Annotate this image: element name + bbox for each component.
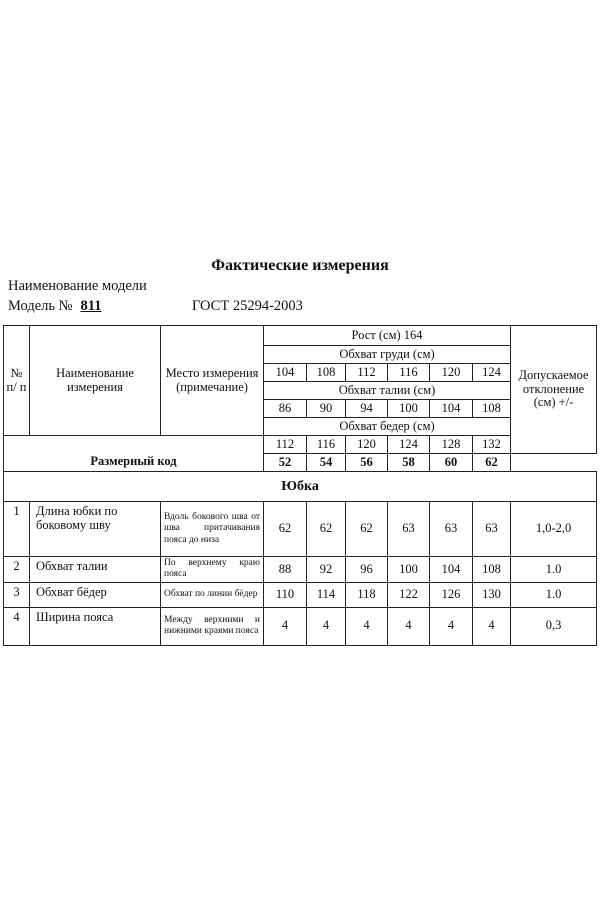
row-name: Обхват талии <box>30 557 161 583</box>
chest-value: 112 <box>346 364 388 382</box>
waist-value: 100 <box>388 400 430 418</box>
hips-value: 124 <box>388 436 430 454</box>
size-code: 52 <box>264 454 307 472</box>
header-hips: Обхват бедер (см) <box>264 418 511 436</box>
row-number: 1 <box>4 502 30 557</box>
header-height: Рост (см) 164 <box>264 326 511 346</box>
chest-value: 124 <box>473 364 511 382</box>
header-waist: Обхват талии (см) <box>264 382 511 400</box>
hips-value: 120 <box>346 436 388 454</box>
waist-value: 86 <box>264 400 307 418</box>
row-name: Обхват бёдер <box>30 582 161 607</box>
header-number: № п/ п <box>4 326 30 436</box>
row-value: 62 <box>264 502 307 557</box>
row-value: 96 <box>346 557 388 583</box>
hips-values-row <box>4 436 597 454</box>
table-row <box>4 502 597 557</box>
header-tolerance: Допускаемое отклонение (см) +/- <box>511 326 597 454</box>
size-code: 60 <box>430 454 473 472</box>
table-row <box>4 557 597 583</box>
row-value: 63 <box>388 502 430 557</box>
size-code: 54 <box>307 454 346 472</box>
row-value: 4 <box>430 607 473 645</box>
row-value: 4 <box>307 607 346 645</box>
row-value: 92 <box>307 557 346 583</box>
model-name-label: Наименование модели <box>8 278 147 294</box>
row-note: Вдоль бокового шва от шва притачивания пояса до низа <box>161 502 264 557</box>
row-value: 100 <box>388 557 430 583</box>
waist-value: 94 <box>346 400 388 418</box>
row-value: 118 <box>346 582 388 607</box>
row-value: 126 <box>430 582 473 607</box>
table-row <box>4 607 597 645</box>
row-tolerance: 0,3 <box>511 607 597 645</box>
row-tolerance: 1,0-2,0 <box>511 502 597 557</box>
header-place: Место измерения (примечание) <box>161 326 264 436</box>
hips-value: 116 <box>307 436 346 454</box>
row-value: 4 <box>473 607 511 645</box>
size-code: 58 <box>388 454 430 472</box>
size-code-row <box>4 454 597 472</box>
header-chest: Обхват груди (см) <box>264 346 511 364</box>
model-number-line <box>8 298 107 315</box>
row-tolerance: 1.0 <box>511 557 597 583</box>
row-value: 108 <box>473 557 511 583</box>
row-name: Ширина пояса <box>30 607 161 645</box>
row-value: 130 <box>473 582 511 607</box>
row-value: 62 <box>307 502 346 557</box>
chest-value: 116 <box>388 364 430 382</box>
hips-value: 112 <box>264 436 307 454</box>
row-name: Длина юбки по боковому шву <box>30 502 161 557</box>
row-value: 4 <box>264 607 307 645</box>
row-note: Обхват по линии бёдер <box>161 582 264 607</box>
measurements-table <box>3 325 597 646</box>
waist-value: 108 <box>473 400 511 418</box>
size-code: 62 <box>473 454 511 472</box>
row-number: 2 <box>4 557 30 583</box>
hips-value: 132 <box>473 436 511 454</box>
chest-value: 104 <box>264 364 307 382</box>
hips-value: 128 <box>430 436 473 454</box>
size-code-label: Размерный код <box>4 454 264 472</box>
table-row <box>4 582 597 607</box>
row-number: 3 <box>4 582 30 607</box>
row-note: По верхнему краю пояса <box>161 557 264 583</box>
row-value: 63 <box>430 502 473 557</box>
section-title: Юбка <box>4 472 597 502</box>
row-tolerance: 1.0 <box>511 582 597 607</box>
row-value: 4 <box>346 607 388 645</box>
standard-code: ГОСТ 25294-2003 <box>192 298 303 314</box>
waist-value: 90 <box>307 400 346 418</box>
page-title: Фактические измерения <box>211 257 389 274</box>
header-measurement-name: Наименование измерения <box>30 326 161 436</box>
chest-value: 120 <box>430 364 473 382</box>
row-value: 104 <box>430 557 473 583</box>
row-number: 4 <box>4 607 30 645</box>
waist-value: 104 <box>430 400 473 418</box>
row-value: 114 <box>307 582 346 607</box>
size-code: 56 <box>346 454 388 472</box>
row-note: Между верхними и нижними краями пояса <box>161 607 264 645</box>
chest-value: 108 <box>307 364 346 382</box>
model-number-label: Модель № <box>8 298 73 314</box>
row-value: 122 <box>388 582 430 607</box>
row-value: 63 <box>473 502 511 557</box>
row-value: 88 <box>264 557 307 583</box>
row-value: 4 <box>388 607 430 645</box>
row-value: 110 <box>264 582 307 607</box>
row-value: 62 <box>346 502 388 557</box>
model-number: 811 <box>80 298 102 314</box>
